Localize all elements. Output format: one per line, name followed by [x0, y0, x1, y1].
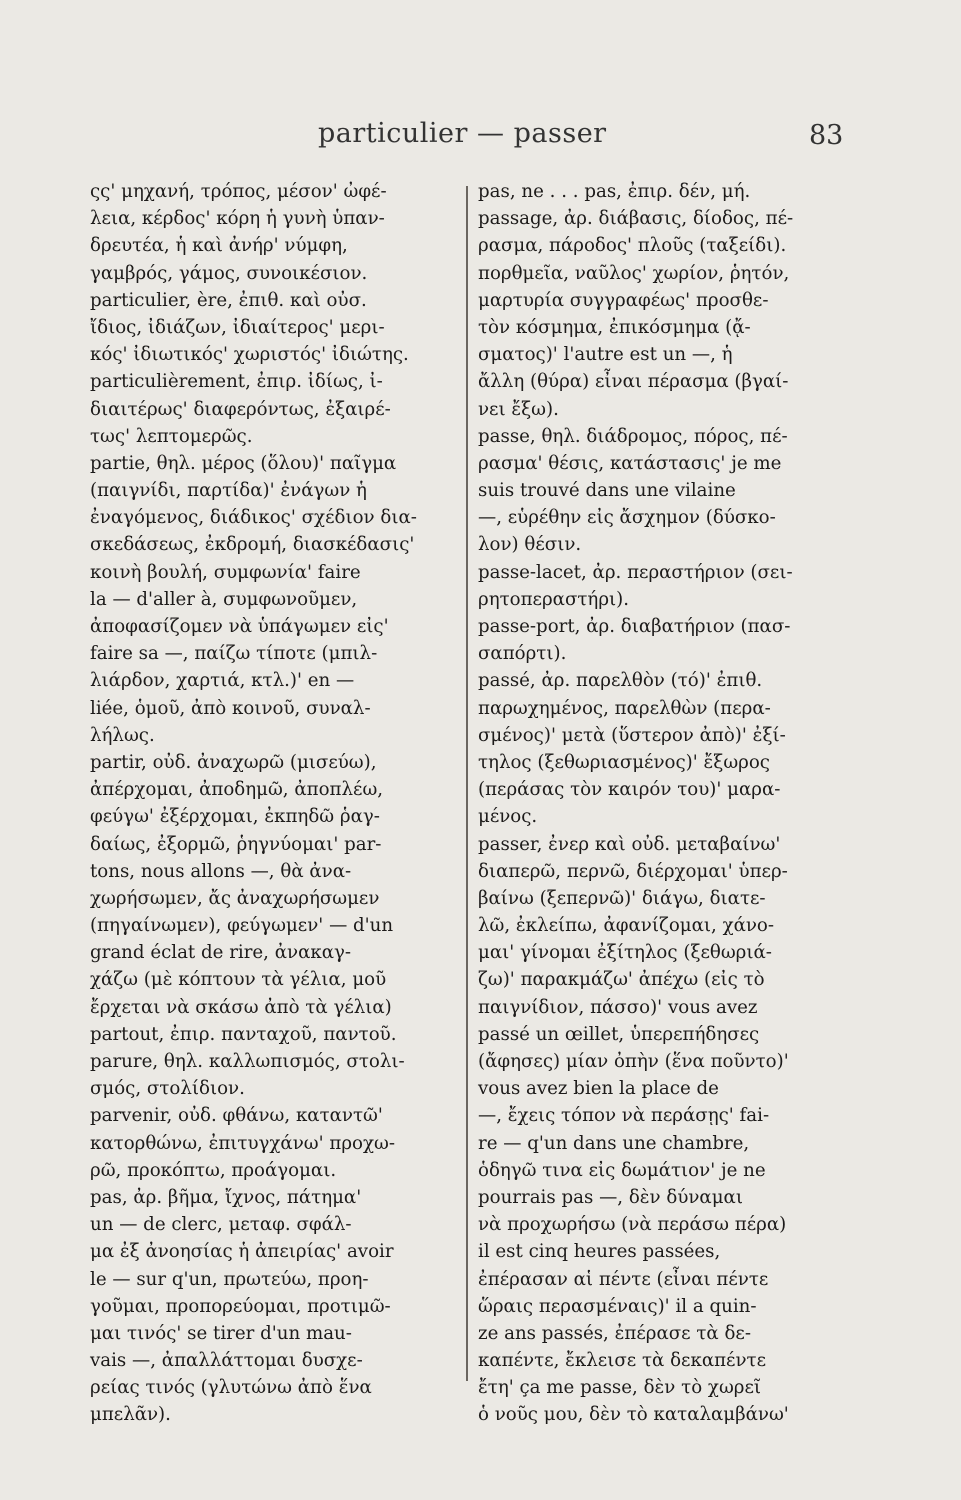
text-line: τως' λεπτομερῶς.: [90, 425, 253, 447]
text-line: pourrais pas —, δὲν δύναμαι: [478, 1186, 743, 1208]
text-line: σμός, στολίδιον.: [90, 1078, 245, 1100]
left-column: [90, 178, 480, 1429]
text-line: λον) θέσιν.: [478, 534, 582, 556]
text-line: διαιτέρως' διαφερόντως, ἐξαιρέ-: [90, 398, 391, 420]
text-line: pas, ἀρ. βῆμα, ἴχνος, πάτημα': [90, 1186, 362, 1208]
text-line: λεια, κέρδος' κόρη ἡ γυνὴ ὑπαν-: [90, 208, 385, 230]
text-line: (ἄφησες) μίαν ὀπὴν (ἕνα ποῦντο)': [478, 1051, 789, 1072]
text-line: χάζω (μὲ κόπτουν τὰ γέλια, μοῦ: [90, 969, 387, 991]
text-line: —, εὑρέθην εἰς ἄσχημον (δύσκο-: [478, 507, 776, 529]
text-line: κός' ἰδιωτικός' χωριστός' ἰδιώτης.: [90, 344, 409, 366]
text-line: ze ans passés, ἐπέρασε τὰ δε-: [478, 1322, 751, 1344]
text-line: re — q'un dans une chambre,: [478, 1132, 750, 1154]
text-line: ἴδιος, ἰδιάζων, ἰδιαίτερος' μερι-: [90, 316, 385, 338]
text-line: λιάρδον, χαρτιά, κτλ.)' en —: [90, 670, 355, 692]
text-line: μαι' γίνομαι ἐξίτηλος (ξεθωριά-: [478, 942, 772, 964]
text-line: καπέντε, ἔκλεισε τὰ δεκαπέντε: [478, 1350, 767, 1372]
text-line: διαπερῶ, περνῶ, διέρχομαι' ὑπερ-: [478, 860, 788, 882]
running-header: particulier — passer: [318, 118, 607, 149]
text-line: un — de clerc, μεταφ. σφάλ-: [90, 1214, 352, 1236]
text-line: particulier, ère, ἐπιθ. καὶ οὐσ.: [90, 289, 367, 311]
text-line: ὁ νοῦς μου, δὲν τὸ καταλαμβάνω': [478, 1404, 789, 1426]
text-line: παρωχημένος, παρελθὼν (περα-: [478, 697, 771, 719]
text-line: tons, nous allons —, θὰ ἀνα-: [90, 860, 352, 882]
text-line: χωρήσωμεν, ἄς ἀναχωρήσωμεν: [90, 887, 380, 909]
text-line: ἔτη' ça me passe, δὲν τὸ χωρεῖ: [478, 1377, 762, 1399]
text-line: ρασμα' θέσις, κατάστασις' je me: [478, 452, 782, 474]
text-line: μένος.: [478, 806, 538, 828]
text-line: parvenir, οὐδ. φθάνω, καταντῶ': [90, 1105, 383, 1127]
text-line: il est cinq heures passées,: [478, 1241, 721, 1263]
text-line: ἄλλη (θύρα) εἶναι πέρασμα (βγαί-: [478, 371, 789, 393]
text-line: φεύγω' ἐξέρχομαι, ἐκπηδῶ ῥαγ-: [90, 806, 380, 828]
text-line: passer, ἐνερ καὶ οὐδ. μεταβαίνω': [478, 833, 781, 855]
text-line: σματος)' l'autre est un —, ἡ: [478, 344, 733, 366]
text-line: μαι τινός' se tirer d'un mau-: [90, 1322, 352, 1344]
text-line: le — sur q'un, πρωτεύω, προη-: [90, 1268, 369, 1290]
page-number: 83: [809, 120, 844, 151]
text-line: μαρτυρία συγγραφέως' προσθε-: [478, 289, 769, 311]
text-line: μα ἐξ ἀνοησίας ἡ ἀπειρίας' avoir: [90, 1241, 394, 1263]
text-line: ρῶ, προκόπτω, προάγομαι.: [90, 1159, 337, 1181]
text-line: μπελᾶν).: [90, 1404, 171, 1426]
text-line: δαίως, ἐξορμῶ, ῥηγνύομαι' par-: [90, 833, 382, 855]
text-line: vous avez bien la place de: [478, 1078, 719, 1100]
text-line: δρευτέα, ἡ καὶ ἀνήρ' νύμφη,: [90, 235, 348, 257]
text-line: passe-lacet, ἀρ. περαστήριον (σει-: [478, 561, 793, 583]
text-line: βαίνω (ξεπερνῶ)' διάγω, διατε-: [478, 887, 766, 909]
text-line: passé un œillet, ὑπερεπήδησες: [478, 1023, 760, 1045]
text-line: passe-port, ἀρ. διαβατήριον (πασ-: [478, 616, 791, 637]
text-line: ἀπέρχομαι, ἀποδημῶ, ἀποπλέω,: [90, 779, 384, 801]
text-line: (παιγνίδι, παρτίδα)' ἐνάγων ἡ: [90, 480, 367, 502]
text-line: (πηγαίνωμεν), φεύγωμεν' — d'un: [90, 915, 394, 937]
text-line: liée, ὁμοῦ, ἀπὸ κοινοῦ, συναλ-: [90, 697, 371, 719]
text-line: ρείας τινός (γλυτώνω ἀπὸ ἕνα: [90, 1377, 372, 1399]
text-line: γαμβρός, γάμος, συνοικέσιον.: [90, 262, 368, 284]
right-column: [478, 178, 850, 1429]
text-line: λήλως.: [90, 724, 155, 746]
text-line: partout, ἐπιρ. πανταχοῦ, παντοῦ.: [90, 1023, 397, 1045]
text-line: vais —, ἀπαλλάττομαι δυσχε-: [90, 1350, 363, 1372]
text-line: —, ἔχεις τόπον νὰ περάσῃς' fai-: [478, 1105, 770, 1127]
text-line: παιγνίδιον, πάσσο)' vous avez: [478, 996, 758, 1018]
text-line: ὁδηγῶ τινα εἰς δωμάτιον' je ne: [478, 1159, 766, 1181]
text-line: τηλος (ξεθωριασμένος)' ἔξωρος: [478, 751, 770, 773]
text-line: κοινὴ βουλή, συμφωνία' faire: [90, 561, 361, 583]
text-line: (περάσας τὸν καιρόν του)' μαρα-: [478, 779, 781, 801]
text-line: νὰ προχωρήσω (νὰ περάσω πέρα): [478, 1214, 787, 1236]
text-line: γοῦμαι, προπορεύομαι, προτιμῶ-: [90, 1295, 391, 1317]
text-line: ζω)' παρακμάζω' ἀπέχω (εἰς τὸ: [478, 969, 765, 991]
column-divider: [466, 186, 468, 1381]
text-line: σκεδάσεως, ἐκδρομή, διασκέδασις': [90, 534, 415, 556]
text-line: particulièrement, ἐπιρ. ἰδίως, ἰ-: [90, 371, 383, 393]
text-line: λῶ, ἐκλείπω, ἀφανίζομαι, χάνο-: [478, 915, 775, 937]
text-line: parure, θηλ. καλλωπισμός, στολι-: [90, 1051, 405, 1072]
text-line: passe, θηλ. διάδρομος, πόρος, πέ-: [478, 425, 788, 447]
text-line: πορθμεῖα, ναῦλος' χωρίον, ῥητόν,: [478, 262, 790, 284]
text-line: ἔρχεται νὰ σκάσω ἀπὸ τὰ γέλια): [90, 996, 392, 1018]
text-line: ὥραις περασμέναις)' il a quin-: [478, 1295, 757, 1317]
text-line: passé, ἀρ. παρελθὸν (τό)' ἐπιθ.: [478, 670, 763, 692]
text-line: σαπόρτι).: [478, 643, 567, 665]
text-line: ἐναγόμενος, διάδικος' σχέδιον δια-: [90, 507, 417, 529]
text-line: τὸν κόσμημα, ἐπικόσμημα (ᾄ-: [478, 316, 751, 338]
text-line: σμένος)' μετὰ (ὕστερον ἀπὸ)' ἐξί-: [478, 724, 786, 746]
text-line: ἐπέρασαν αἱ πέντε (εἶναι πέντε: [478, 1268, 769, 1290]
text-line: νει ἔξω).: [478, 398, 559, 420]
text-line: ρητοπεραστήρι).: [478, 588, 630, 610]
text-line: ςς' μηχανή, τρόπος, μέσον' ὠφέ-: [90, 181, 387, 202]
text-line: suis trouvé dans une vilaine: [478, 480, 736, 502]
text-line: grand éclat de rire, ἀνακαγ-: [90, 942, 352, 964]
text-line: la — d'aller à, συμφωνοῦμεν,: [90, 588, 358, 610]
text-line: passage, ἀρ. διάβασις, δίοδος, πέ-: [478, 208, 794, 230]
text-line: ἀποφασίζομεν νὰ ὑπάγωμεν εἰς': [90, 616, 389, 637]
text-line: partie, θηλ. μέρος (ὅλου)' παῖγμα: [90, 452, 397, 474]
text-line: partir, οὐδ. ἀναχωρῶ (μισεύω),: [90, 751, 377, 773]
text-line: pas, ne . . . pas, ἐπιρ. δέν, μή.: [478, 181, 751, 202]
text-line: κατορθώνω, ἐπιτυγχάνω' προχω-: [90, 1132, 395, 1154]
text-line: ρασμα, πάροδος' πλοῦς (ταξείδι).: [478, 235, 787, 257]
text-line: faire sa —, παίζω τίποτε (μπιλ-: [90, 643, 378, 665]
